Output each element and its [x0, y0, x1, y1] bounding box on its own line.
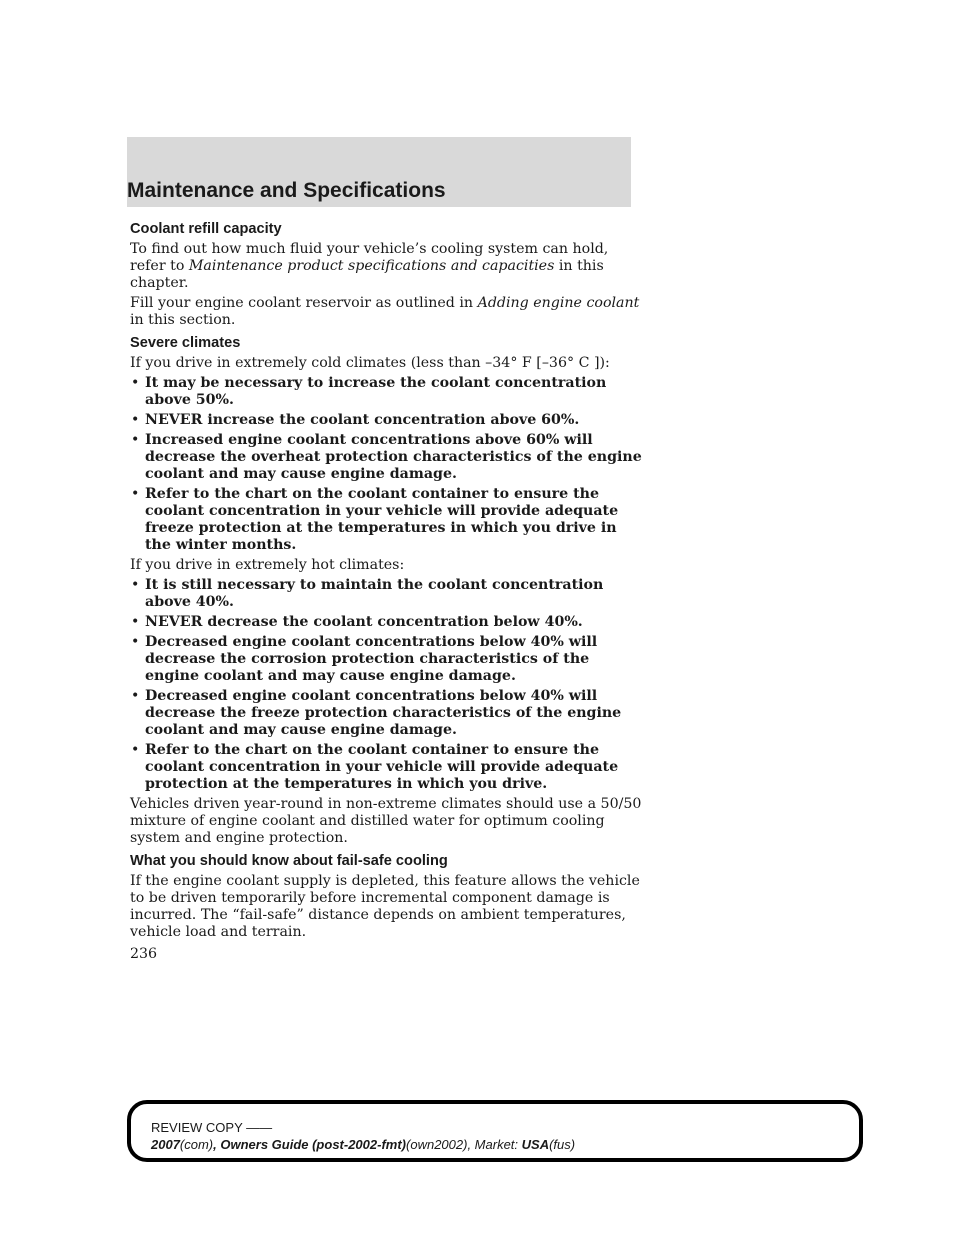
cross-reference: Adding engine coolant: [477, 295, 640, 311]
heading-severe-climates: Severe climates: [130, 335, 241, 351]
page-title: Maintenance and Specifications: [127, 179, 446, 202]
paragraph-fill-reservoir: Fill your engine coolant reservoir as outlined in Adding engine coolant in this section.: [130, 295, 640, 328]
list-item: • It may be necessary to increase the coolant concentration above 50%.: [130, 375, 642, 409]
hot-climate-list: [130, 577, 642, 793]
page-content: [130, 221, 642, 944]
paragraph-hot-intro: If you drive in extremely hot climates:: [130, 557, 405, 573]
paragraph-cold-intro: If you drive in extremely cold climates (less than –34° F [–36° C ]):: [130, 355, 610, 371]
list-item: • Increased engine coolant concentrations above 60% will decrease the overheat protection characteristics of the engine coolant and may cause engine damage.: [130, 432, 642, 483]
page-number: 236: [130, 946, 158, 962]
paragraph-fail-safe: If the engine coolant supply is depleted, this feature allows the vehicle to be driven temporarily before incremental component damage is incurred. The “fail-safe” distance depends on ambient temperatures, vehicle load and terrain.: [130, 873, 640, 940]
paragraph-non-extreme: Vehicles driven year-round in non-extreme climates should use a 50/50 mixture of engine coolant and distilled water for optimum cooling system and engine protection.: [130, 796, 642, 846]
list-item: • NEVER increase the coolant concentration above 60%.: [130, 412, 642, 429]
cross-reference: Maintenance product specifications and capacities: [188, 258, 555, 274]
footer-document-info: 2007(com), Owners Guide (post-2002-fmt)(own2002), Market: USA(fus): [151, 1137, 576, 1152]
list-item: • NEVER decrease the coolant concentration below 40%.: [130, 614, 642, 631]
cold-climate-list: [130, 375, 642, 554]
paragraph-refill-capacity: To find out how much fluid your vehicle’s cooling system can hold, refer to Maintenance product specifications and capacities in this chapter.: [130, 241, 609, 291]
heading-fail-safe: What you should know about fail-safe cooling: [130, 853, 448, 869]
review-copy-footer: [127, 1100, 863, 1162]
list-item: • Refer to the chart on the coolant container to ensure the coolant concentration in your vehicle will provide adequate protection at the temperatures in which you drive.: [130, 742, 642, 793]
list-item: • Decreased engine coolant concentrations below 40% will decrease the corrosion protection characteristics of the engine coolant and may cause engine damage.: [130, 634, 642, 685]
list-item: • Refer to the chart on the coolant container to ensure the coolant concentration in your vehicle will provide adequate freeze protection at the temperatures in which you drive in the winter months.: [130, 486, 642, 554]
section-header-band: [127, 137, 631, 207]
heading-coolant-refill: Coolant refill capacity: [130, 221, 282, 237]
footer-review-label: REVIEW COPY ——: [151, 1120, 273, 1135]
list-item: • Decreased engine coolant concentrations below 40% will decrease the freeze protection characteristics of the engine coolant and may cause engine damage.: [130, 688, 642, 739]
list-item: • It is still necessary to maintain the coolant concentration above 40%.: [130, 577, 642, 611]
